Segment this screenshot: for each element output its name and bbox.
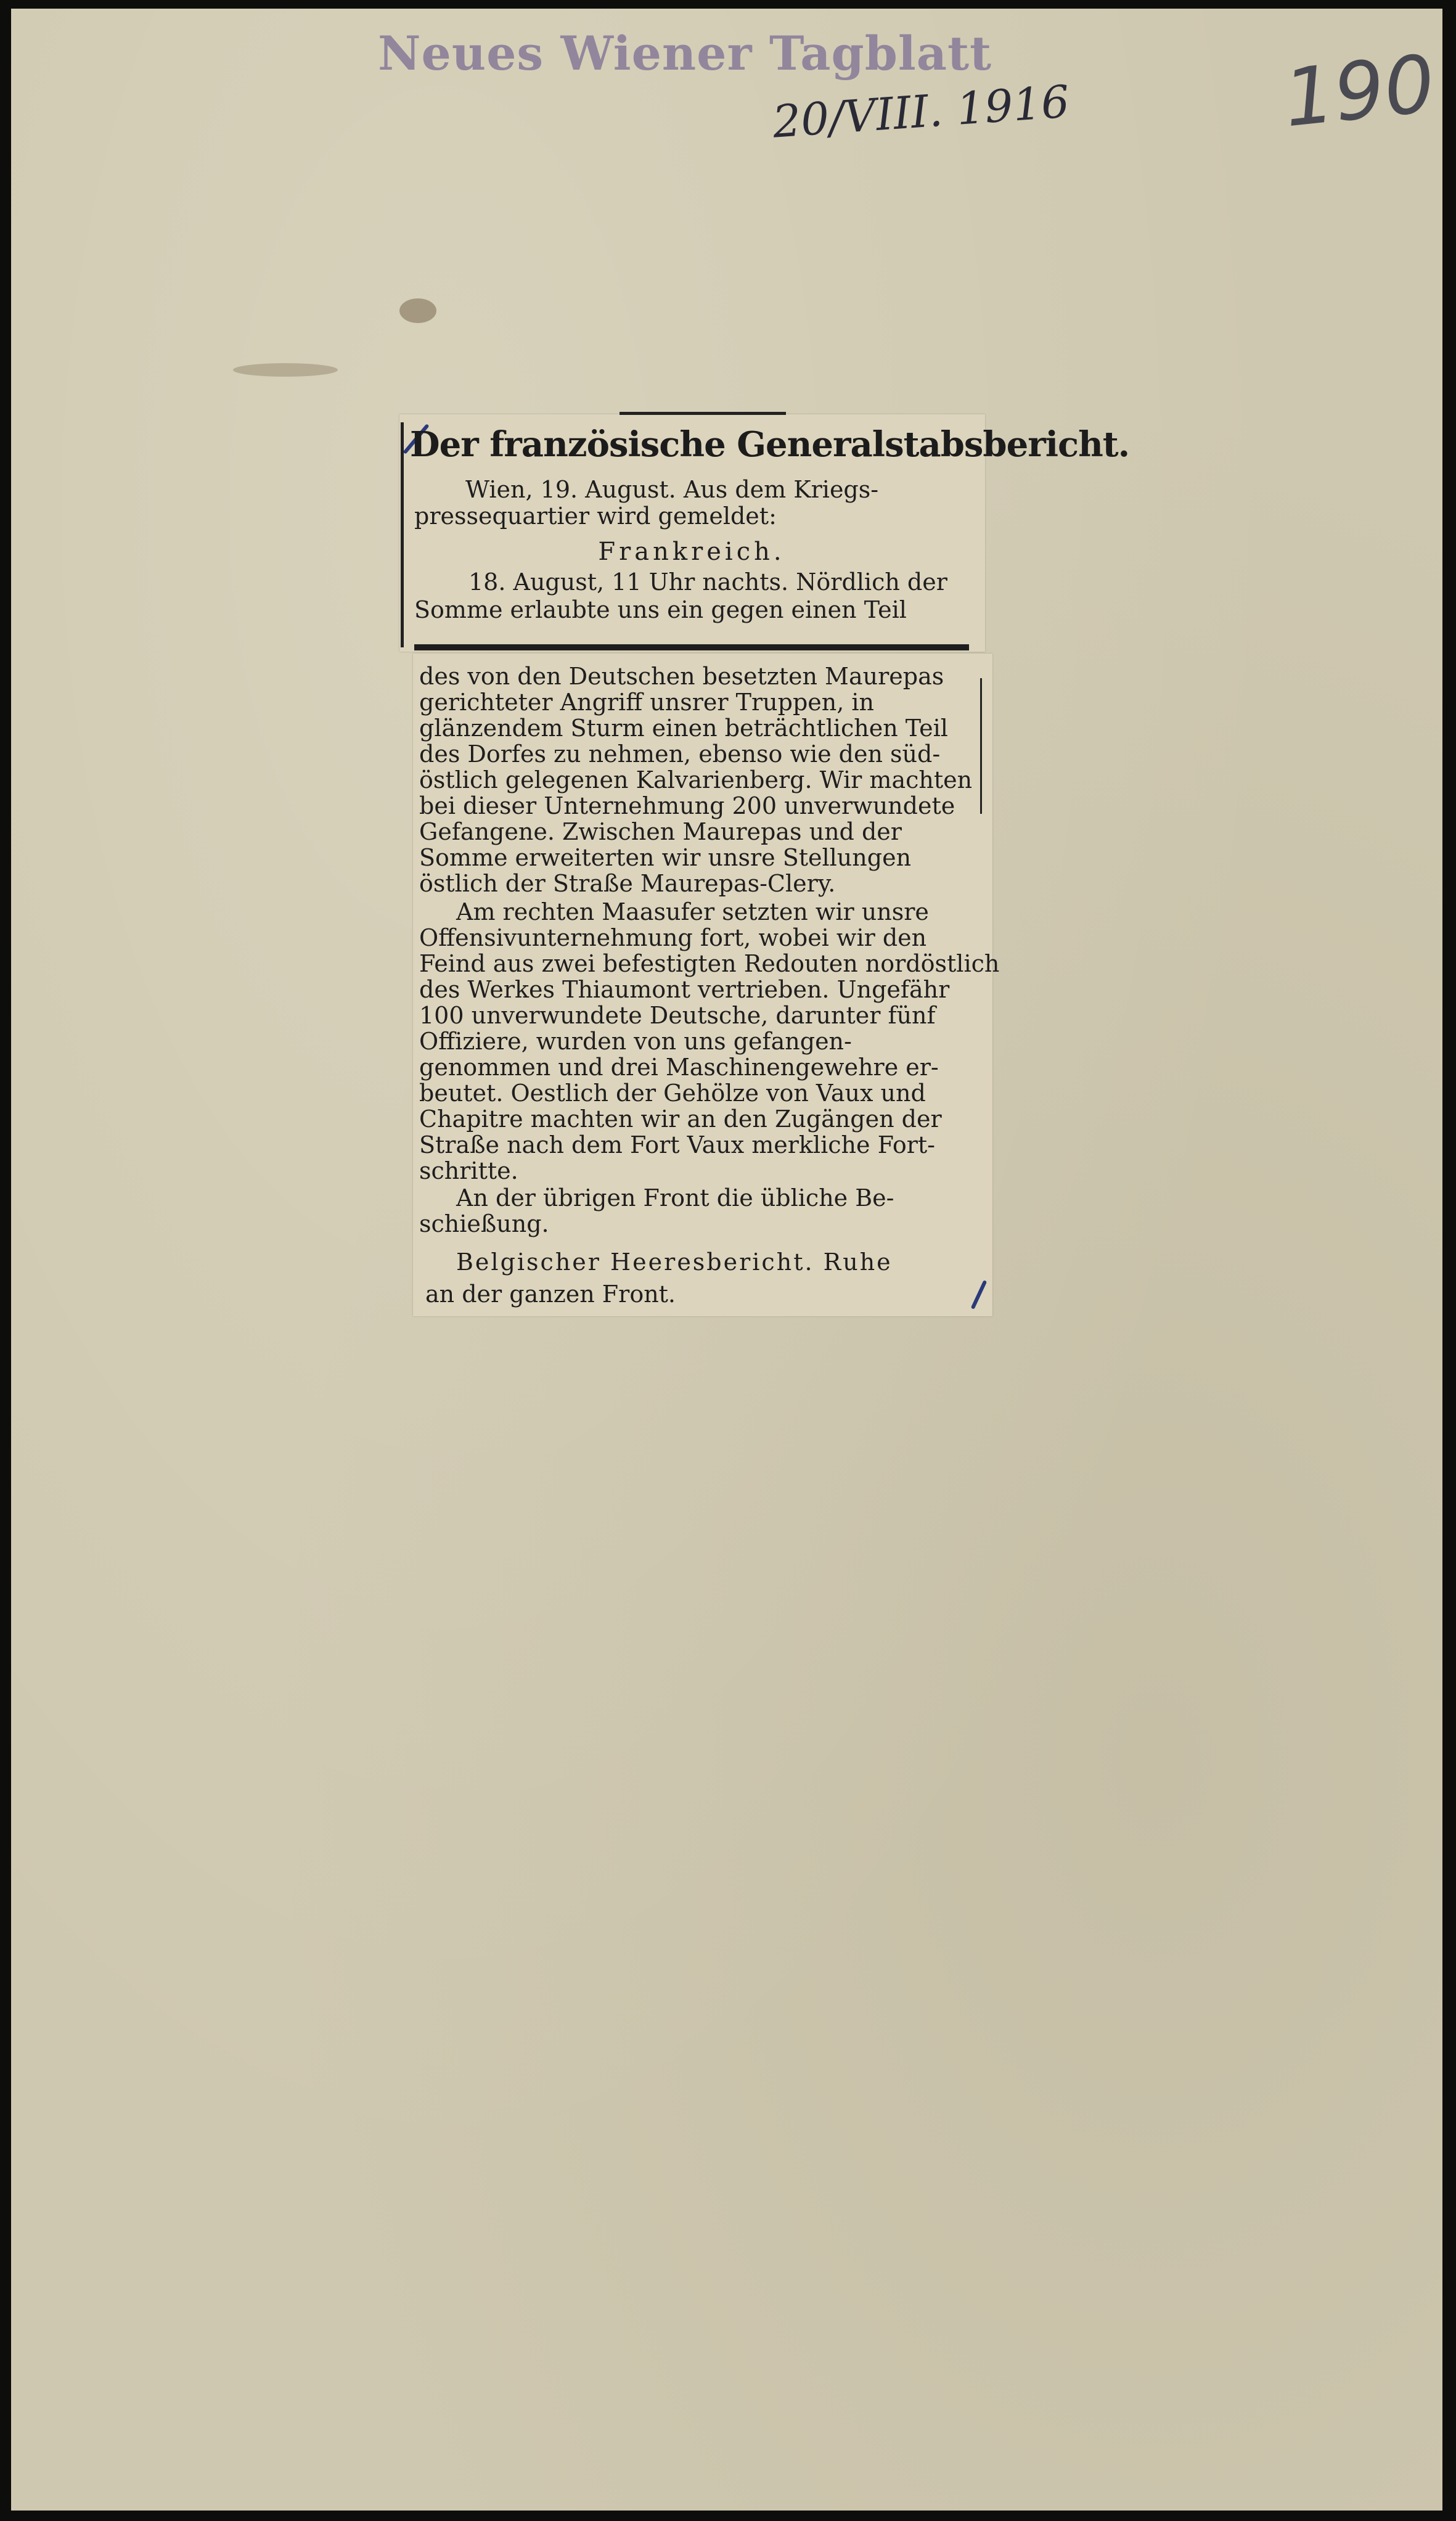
folio-number: 190 [1279, 38, 1439, 146]
body-line: des Werkes Thiaumont vertrieben. Ungefähr [419, 976, 950, 1003]
dateline: Wien, 19. August. Aus dem Kriegs- [465, 476, 879, 503]
intro-line: Somme erlaubte uns ein gegen einen Teil [414, 596, 907, 623]
body-line: des von den Deutschen besetzten Maurepas [419, 663, 944, 690]
body-line: Belgischer Heeresbericht. Ruhe [456, 1248, 893, 1276]
body-line: 100 unverwundete Deutsche, darunter fünf [419, 1002, 936, 1029]
body-line: genommen und drei Maschinengewehre er- [419, 1054, 939, 1081]
body-line: Offiziere, wurden von uns gefangen- [419, 1028, 852, 1055]
top-rule [620, 412, 786, 415]
body-line: östlich der Straße Maurepas-Clery. [419, 870, 836, 897]
body-line: An der übrigen Front die übliche Be- [456, 1184, 894, 1211]
body-line: Am rechten Maasufer setzten wir unsre [456, 898, 929, 925]
section-heading: Frankreich. [598, 538, 785, 566]
body-line: beutet. Oestlich der Gehölze von Vaux und [419, 1080, 926, 1107]
body-line: Somme erweiterten wir unsre Stellungen [419, 844, 912, 871]
ink-smudge [233, 363, 338, 377]
body-line: Feind aus zwei befestigten Redouten nordöstlich [419, 950, 1000, 977]
body-line: schießung. [419, 1210, 549, 1237]
ink-smudge [399, 298, 436, 323]
dateline: pressequartier wird gemeldet: [414, 502, 777, 530]
body-line: bei dieser Unternehmung 200 unverwundete [419, 792, 955, 819]
intro-line: 18. August, 11 Uhr nachts. Nördlich der [468, 568, 947, 596]
left-rule [401, 422, 404, 647]
body-line: schritte. [419, 1157, 518, 1184]
body-line: glänzendem Sturm einen beträchtlichen Teil [419, 715, 948, 742]
newspaper-stamp: Neues Wiener Tagblatt [378, 26, 992, 81]
body-line: östlich gelegenen Kalvarienberg. Wir machten [419, 766, 973, 793]
clipping-headline: Der französische Generalstabsbericht. [410, 424, 1130, 465]
body-line: Offensivunternehmung fort, wobei wir den [419, 924, 927, 951]
right-rule [980, 678, 982, 814]
bottom-rule [414, 644, 969, 650]
body-line: gerichteter Angriff unsrer Truppen, in [419, 689, 875, 716]
body-line: Straße nach dem Fort Vaux merkliche Fort- [419, 1131, 936, 1158]
body-line: Chapitre machten wir an den Zugängen der [419, 1105, 942, 1133]
body-line: an der ganzen Front. [425, 1281, 676, 1308]
body-line: des Dorfes zu nehmen, ebenso wie den süd- [419, 740, 941, 768]
body-line: Gefangene. Zwischen Maurepas und der [419, 818, 902, 845]
handwritten-date: 20/VIII. 1916 [771, 75, 1071, 148]
